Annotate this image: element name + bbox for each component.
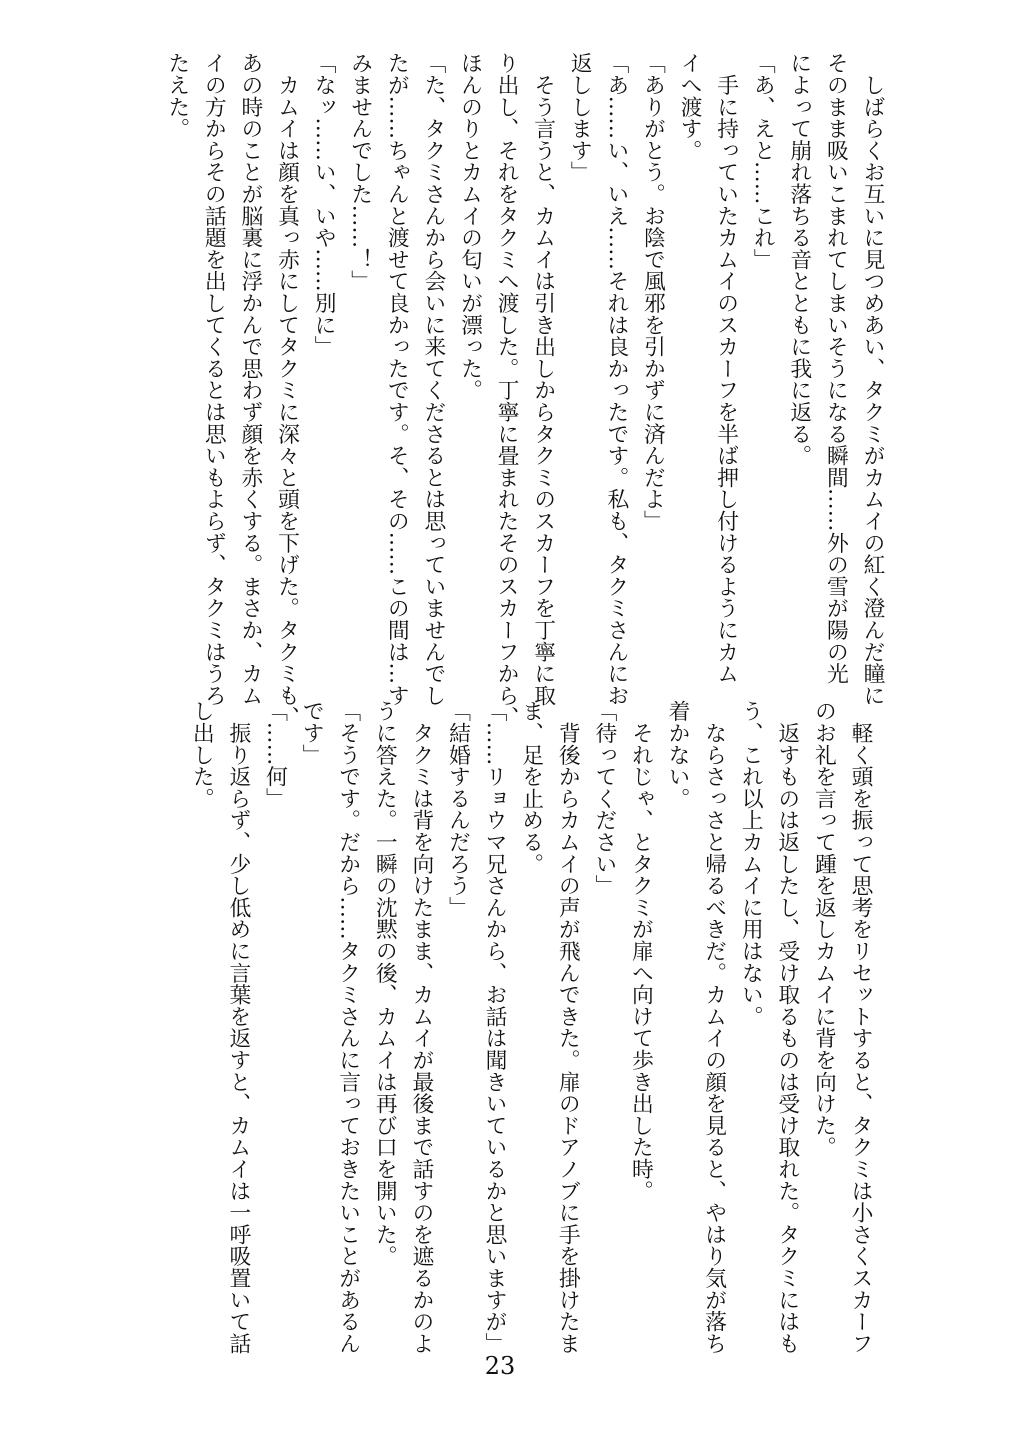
text-line: し出した。 bbox=[189, 700, 215, 809]
text-line: 返すものは返したし、受け取るものは受け取れた。タクミにはも bbox=[774, 700, 800, 1354]
text-line: 振り返らず、少し低めに言葉を返すと、カムイは一呼吸置いて話 bbox=[225, 700, 251, 1354]
text-line: 着かない。 bbox=[665, 700, 691, 809]
text-line: 「待ってください」 bbox=[591, 700, 617, 897]
text-line: 「あ、えと……これ」 bbox=[750, 52, 776, 270]
text-line: 手に持っていたカムイのスカーフを半ば押し付けるようにカム bbox=[713, 52, 739, 685]
text-line: カムイは顔を真っ赤にしてタクミに深々と頭を下げた。タクミも、 bbox=[274, 52, 300, 728]
text-line: そう言うと、カムイは引き出しからタクミのスカーフを丁寧に取 bbox=[530, 52, 556, 706]
text-line: 「そうです。だから……タクミさんに言っておきたいことがあるん bbox=[335, 700, 361, 1354]
text-line: イへ渡す。 bbox=[677, 52, 703, 161]
bottom-text-section bbox=[183, 700, 878, 1354]
text-line: うに答えた。一瞬の沈黙の後、カムイは再び口を開いた。 bbox=[372, 700, 398, 1267]
text-line: 「……何」 bbox=[262, 700, 288, 809]
text-line: り出し、それをタクミへ渡した。丁寧に畳まれたそのスカーフから、 bbox=[494, 52, 520, 728]
text-line: しばらくお互いに見つめあい、タクミがカムイの紅く澄んだ瞳に bbox=[860, 52, 885, 706]
text-line: 「た、タクミさんから会いに来てくださるとは思っていませんでし bbox=[420, 52, 446, 706]
text-line: のお礼を言って踵を返しカムイに背を向けた。 bbox=[811, 700, 837, 1158]
text-line: によって崩れ落ちる音とともに我に返る。 bbox=[786, 52, 812, 467]
text-line: ならさっさと帰るべきだ。カムイの顔を見ると、やはり気が落ち bbox=[701, 700, 727, 1354]
text-line: 「……リョウマ兄さんから、お話は聞きいているかと思いますが」 bbox=[482, 700, 508, 1354]
text-line: です」 bbox=[299, 700, 325, 766]
text-line: 「ありがとう。お陰で風邪を引かずに済んだよ」 bbox=[640, 52, 666, 532]
text-line: たえた。 bbox=[164, 52, 190, 140]
text-line: そのまま吸いこまれてしまいそうになる瞬間……外の雪が陽の光 bbox=[823, 52, 849, 685]
text-line: 返しします」 bbox=[567, 52, 593, 183]
text-line: う、これ以上カムイに用はない。 bbox=[738, 700, 764, 1027]
text-line: 「結婚するんだろう」 bbox=[445, 700, 471, 918]
text-line: 背後からカムイの声が飛んできた。扉のドアノブに手を掛けたま bbox=[555, 700, 581, 1354]
text-line: ま、足を止める。 bbox=[518, 700, 544, 875]
text-line: ほんのりとカムイの匂いが漂った。 bbox=[457, 52, 483, 401]
top-text-section bbox=[158, 52, 890, 728]
text-line: 「なッ……い、いや……別に」 bbox=[311, 52, 337, 358]
text-line: それじゃ、とタクミが扉へ向けて歩き出した時。 bbox=[628, 700, 654, 1202]
text-line: たが……ちゃんと渡せて良かったです。そ、その……この間は…す bbox=[384, 52, 410, 706]
text-line: 「あ……い、いえ……それは良かったです。私も、タクミさんにお bbox=[603, 52, 629, 706]
text-line: 軽く頭を振って思考をリセットすると、タクミは小さくスカーフ bbox=[848, 700, 873, 1354]
text-line: みませんでした……！」 bbox=[347, 52, 373, 292]
text-line: あの時のことが脳裏に浮かんで思わず顔を赤くする。まさか、カム bbox=[237, 52, 263, 706]
text-line: タクミは背を向けたまま、カムイが最後まで話すのを遮るかのよ bbox=[408, 700, 434, 1354]
page-number: 23 bbox=[484, 1352, 516, 1380]
text-line: イの方からその話題を出してくるとは思いもよらず、タクミはうろ bbox=[201, 52, 227, 706]
